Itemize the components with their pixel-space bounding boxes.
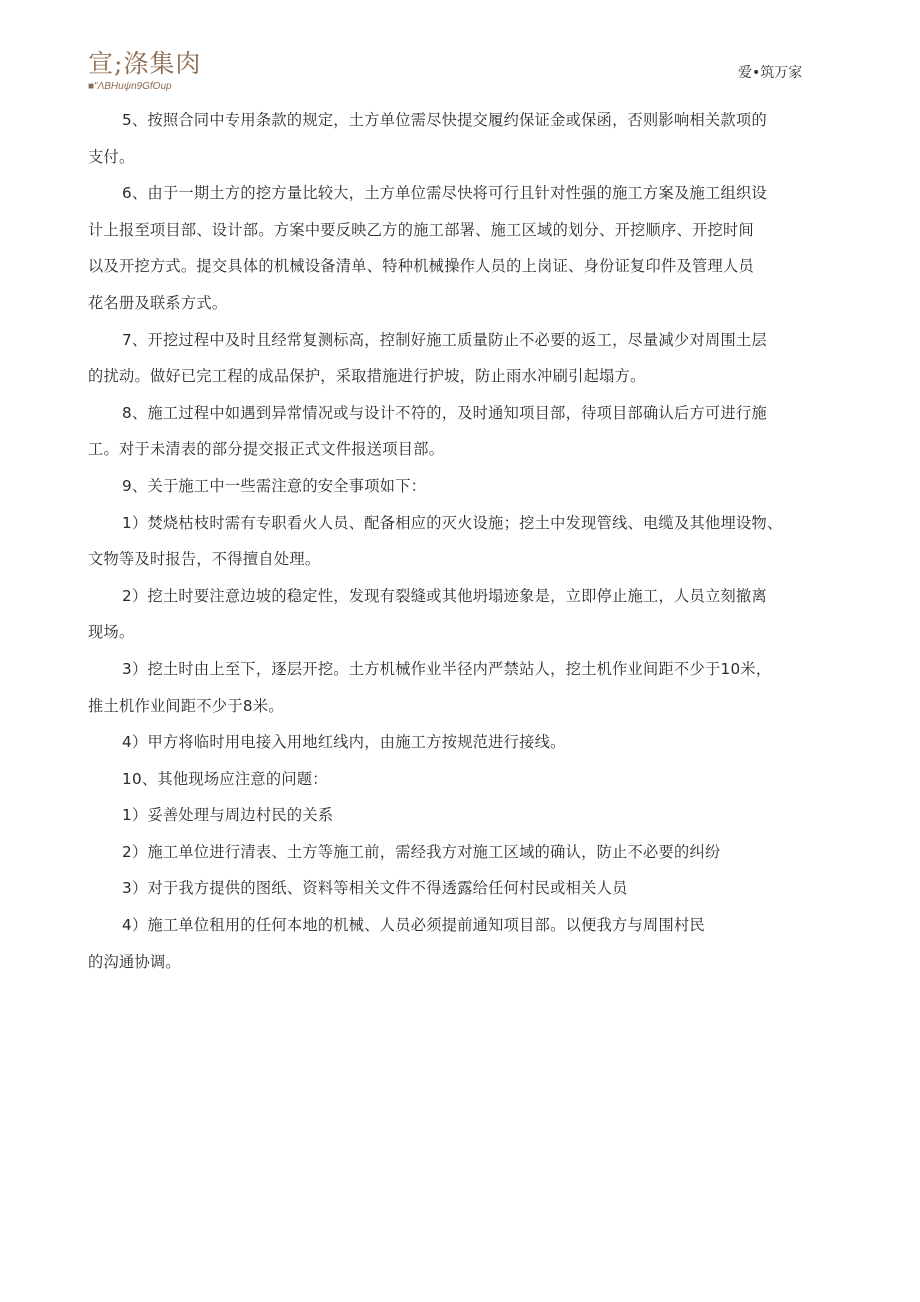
company-logo — [88, 48, 201, 93]
paragraph-line: 计上报至项目部、设计部。方案中要反映乙方的施工部署、施工区域的划分、开挖顺序、开挖时间 — [88, 220, 754, 239]
paragraph — [88, 797, 833, 834]
paragraph-line: 的扰动。做好已完工程的成品保护，采取措施进行护坡，防止雨水冲刷引起塌方。 — [88, 367, 646, 386]
document-body — [88, 102, 833, 980]
paragraph — [88, 175, 833, 321]
paragraph-line: 8、施工过程中如遇到异常情况或与设计不符的，及时通知项目部，待项目部确认后方可进行施 — [122, 403, 767, 422]
paragraph-line: 4）施工单位租用的任何本地的机械、人员必须提前通知项目部。以便我方与周围村民 — [122, 916, 705, 935]
paragraph-line: 3）挖土时由上至下，逐层开挖。土方机械作业半径内严禁站人，挖土机作业间距不少于10米， — [122, 659, 772, 678]
logo-text: 宣;涤集肉 — [88, 49, 202, 78]
paragraph-line: 工。对于未清表的部分提交报正式文件报送项目部。 — [88, 440, 445, 459]
paragraph-line: 2）挖土时要注意边坡的稳定性，发现有裂缝或其他坍塌迹象是，立即停止施工，人员立刻撤离 — [122, 586, 767, 605]
paragraph — [88, 870, 833, 907]
paragraph — [88, 578, 833, 651]
paragraph — [88, 102, 833, 175]
paragraph-line: 文物等及时报告，不得擅自处理。 — [88, 550, 321, 569]
paragraph — [88, 724, 833, 761]
paragraph-line: 3）对于我方提供的图纸、资料等相关文件不得透露给任何村民或相关人员 — [122, 879, 628, 898]
header-slogan: 爱•筑万家 — [738, 65, 803, 81]
paragraph-line: 1）焚烧枯枝时需有专职看火人员、配备相应的灭火设施；挖土中发现管线、电缆及其他埋设物、 — [122, 513, 783, 532]
paragraph — [88, 505, 833, 578]
paragraph-line: 推土机作业间距不少于8米。 — [88, 696, 284, 715]
paragraph — [88, 395, 833, 468]
paragraph — [88, 651, 833, 724]
paragraph-line: 以及开挖方式。提交具体的机械设备清单、特种机械操作人员的上岗证、身份证复印件及管理人员 — [88, 257, 754, 276]
paragraph-line: 7、开挖过程中及时且经常复测标高，控制好施工质量防止不必要的返工，尽量减少对周围土层 — [122, 330, 767, 349]
paragraph-line: 现场。 — [88, 623, 135, 642]
paragraph-line: 6、由于一期土方的挖方量比较大，土方单位需尽快将可行且针对性强的施工方案及施工组织设 — [122, 184, 767, 203]
paragraph — [88, 468, 833, 505]
logo-subtext: ■"ΛBHuψn9GfOup — [88, 81, 172, 92]
paragraph — [88, 834, 833, 871]
paragraph-line: 5、按照合同中专用条款的规定，土方单位需尽快提交履约保证金或保函，否则影响相关款项的 — [122, 111, 767, 129]
paragraph — [88, 761, 833, 798]
paragraph-line: 1）妥善处理与周边村民的关系 — [122, 806, 334, 825]
paragraph-line: 的沟通协调。 — [88, 952, 181, 971]
paragraph-line: 9、关于施工中一些需注意的安全事项如下： — [122, 476, 427, 495]
paragraph-line: 4）甲方将临时用电接入用地红线内，由施工方按规范进行接线。 — [122, 733, 566, 752]
paragraph — [88, 907, 833, 980]
paragraph-line: 花名册及联系方式。 — [88, 293, 228, 312]
paragraph-line: 支付。 — [88, 147, 135, 166]
paragraph-line: 2）施工单位进行清表、土方等施工前，需经我方对施工区域的确认，防止不必要的纠纷 — [122, 842, 721, 861]
paragraph-line: 10、其他现场应注意的问题： — [122, 769, 328, 788]
paragraph — [88, 322, 833, 395]
